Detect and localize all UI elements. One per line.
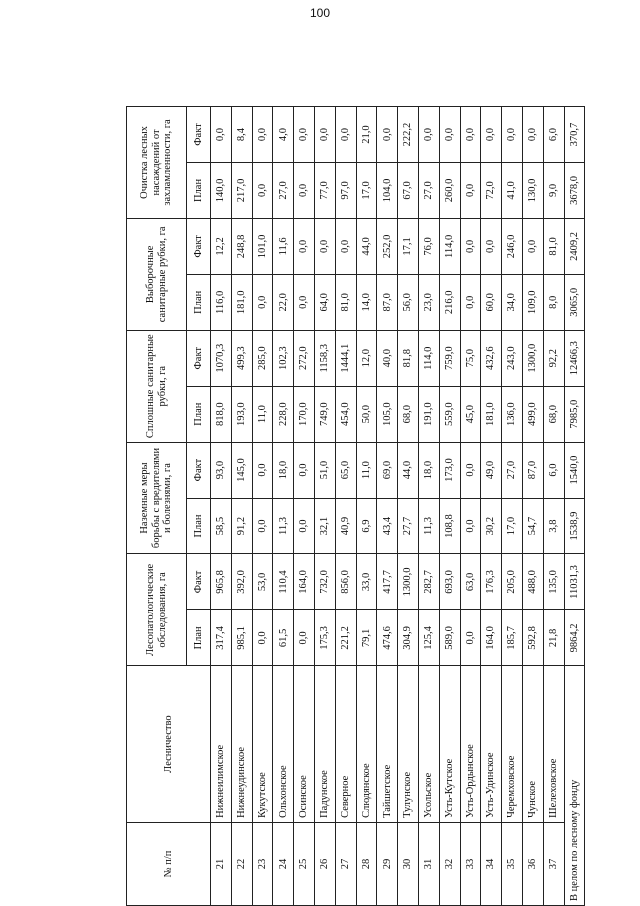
table-cell: 0,0 — [252, 442, 273, 498]
table-cell: 17,0 — [502, 498, 523, 554]
table-cell: 145,0 — [231, 442, 252, 498]
table-cell: 18,0 — [418, 442, 439, 498]
table-cell: 0,0 — [377, 107, 398, 163]
table-cell: 282,7 — [418, 554, 439, 610]
table-cell: 693,0 — [439, 554, 460, 610]
table-cell: 97,0 — [335, 163, 356, 219]
row-number: 34 — [481, 822, 502, 905]
table-cell: 1300,0 — [522, 330, 543, 386]
table-cell: 221,2 — [335, 610, 356, 666]
table-cell: 4,0 — [273, 107, 294, 163]
table-cell: 0,0 — [252, 163, 273, 219]
table-cell: 101,0 — [252, 218, 273, 274]
total-cell: 7985,0 — [564, 386, 585, 442]
table-cell: 3,8 — [543, 498, 564, 554]
table-cell: 27,0 — [502, 442, 523, 498]
table-cell: 732,0 — [314, 554, 335, 610]
table-cell: 0,0 — [460, 610, 481, 666]
table-row — [502, 107, 523, 906]
table-cell: 87,0 — [522, 442, 543, 498]
header-fact: Факт — [187, 218, 211, 274]
table-cell: 93,0 — [211, 442, 232, 498]
forestry-name: Усть-Кутское — [439, 666, 460, 823]
table-cell: 44,0 — [356, 218, 377, 274]
forestry-table — [126, 106, 585, 906]
table-cell: 114,0 — [439, 218, 460, 274]
header-fact: Факт — [187, 330, 211, 386]
forestry-name: Кукутское — [252, 666, 273, 823]
header-plan: План — [187, 163, 211, 219]
table-cell: 136,0 — [502, 386, 523, 442]
table-cell: 11,0 — [252, 386, 273, 442]
table-cell: 304,9 — [398, 610, 419, 666]
total-cell: 3678,0 — [564, 163, 585, 219]
row-number: 21 — [211, 822, 232, 905]
forestry-name: Черемховское — [502, 666, 523, 823]
table-cell: 0,0 — [335, 218, 356, 274]
table-cell: 248,8 — [231, 218, 252, 274]
header-fact: Факт — [187, 554, 211, 610]
table-row — [522, 107, 543, 906]
table-cell: 44,0 — [398, 442, 419, 498]
table-cell: 246,0 — [502, 218, 523, 274]
table-cell: 33,0 — [356, 554, 377, 610]
table-cell: 285,0 — [252, 330, 273, 386]
forestry-name: Усольское — [418, 666, 439, 823]
table-cell: 51,0 — [314, 442, 335, 498]
table-cell: 6,9 — [356, 498, 377, 554]
header-group: Сплошные санитарные рубки, га — [127, 330, 187, 442]
table-cell: 125,4 — [418, 610, 439, 666]
table-cell: 116,0 — [211, 274, 232, 330]
table-cell: 0,0 — [460, 218, 481, 274]
table-cell: 41,0 — [502, 163, 523, 219]
table-cell: 0,0 — [335, 107, 356, 163]
table-cell: 317,4 — [211, 610, 232, 666]
table-cell: 65,0 — [335, 442, 356, 498]
table-cell: 1158,3 — [314, 330, 335, 386]
header-plan: План — [187, 498, 211, 554]
row-number: 30 — [398, 822, 419, 905]
table-cell: 27,0 — [273, 163, 294, 219]
table-cell: 105,0 — [377, 386, 398, 442]
table-cell: 0,0 — [460, 442, 481, 498]
table-cell: 0,0 — [522, 218, 543, 274]
table-cell: 170,0 — [294, 386, 315, 442]
table-cell: 12,2 — [211, 218, 232, 274]
total-cell: 2409,2 — [564, 218, 585, 274]
table-row — [481, 107, 502, 906]
table-cell: 0,0 — [314, 218, 335, 274]
table-cell: 0,0 — [294, 274, 315, 330]
table-cell: 11,3 — [418, 498, 439, 554]
total-cell: 370,7 — [564, 107, 585, 163]
total-cell: 9864,2 — [564, 610, 585, 666]
header-num: № п/п — [127, 822, 211, 905]
table-cell: 114,0 — [418, 330, 439, 386]
table-cell: 260,0 — [439, 163, 460, 219]
table-cell: 63,0 — [460, 554, 481, 610]
table-cell: 72,0 — [481, 163, 502, 219]
row-number: 23 — [252, 822, 273, 905]
table-row — [418, 107, 439, 906]
table-cell: 49,0 — [481, 442, 502, 498]
forestry-name: Тулунское — [398, 666, 419, 823]
table-cell: 417,7 — [377, 554, 398, 610]
table-cell: 81,8 — [398, 330, 419, 386]
table-cell: 205,0 — [502, 554, 523, 610]
table-cell: 6,0 — [543, 107, 564, 163]
table-cell: 79,1 — [356, 610, 377, 666]
row-number: 31 — [418, 822, 439, 905]
table-row — [294, 107, 315, 906]
table-cell: 21,8 — [543, 610, 564, 666]
table-cell: 9,0 — [543, 163, 564, 219]
row-number: 24 — [273, 822, 294, 905]
table-cell: 181,0 — [231, 274, 252, 330]
table-cell: 0,0 — [502, 107, 523, 163]
table-cell: 0,0 — [460, 498, 481, 554]
table-cell: 21,0 — [356, 107, 377, 163]
header-group: Очистка лесных насаждений от захламленности, га — [127, 107, 187, 219]
table-container — [126, 94, 638, 906]
header-fact: Факт — [187, 442, 211, 498]
table-cell: 1070,3 — [211, 330, 232, 386]
table-cell: 0,0 — [252, 498, 273, 554]
forestry-name: Северное — [335, 666, 356, 823]
table-cell: 11,3 — [273, 498, 294, 554]
table-cell: 488,0 — [522, 554, 543, 610]
table-cell: 0,0 — [439, 107, 460, 163]
table-cell: 0,0 — [460, 107, 481, 163]
table-cell: 40,9 — [335, 498, 356, 554]
table-cell: 856,0 — [335, 554, 356, 610]
table-cell: 454,0 — [335, 386, 356, 442]
table-cell: 17,1 — [398, 218, 419, 274]
table-cell: 68,0 — [398, 386, 419, 442]
total-cell: 1540,0 — [564, 442, 585, 498]
table-cell: 76,0 — [418, 218, 439, 274]
table-cell: 559,0 — [439, 386, 460, 442]
table-cell: 140,0 — [211, 163, 232, 219]
table-row — [211, 107, 232, 906]
row-number: 33 — [460, 822, 481, 905]
table-cell: 34,0 — [502, 274, 523, 330]
table-cell: 0,0 — [481, 107, 502, 163]
table-row — [460, 107, 481, 906]
row-number: 27 — [335, 822, 356, 905]
table-cell: 81,0 — [335, 274, 356, 330]
table-cell: 0,0 — [418, 107, 439, 163]
page-number: 100 — [309, 6, 331, 20]
table-cell: 0,0 — [294, 107, 315, 163]
total-label: В целом по лесному фонду — [564, 666, 585, 906]
table-cell: 135,0 — [543, 554, 564, 610]
table-cell: 173,0 — [439, 442, 460, 498]
table-cell: 499,3 — [231, 330, 252, 386]
table-cell: 175,3 — [314, 610, 335, 666]
row-number: 32 — [439, 822, 460, 905]
table-cell: 87,0 — [377, 274, 398, 330]
total-cell: 3065,0 — [564, 274, 585, 330]
table-cell: 77,0 — [314, 163, 335, 219]
table-cell: 92,2 — [543, 330, 564, 386]
row-number: 36 — [522, 822, 543, 905]
table-cell: 0,0 — [460, 163, 481, 219]
row-number: 28 — [356, 822, 377, 905]
table-row — [439, 107, 460, 906]
table-cell: 217,0 — [231, 163, 252, 219]
table-cell: 185,7 — [502, 610, 523, 666]
table-cell: 759,0 — [439, 330, 460, 386]
table-cell: 749,0 — [314, 386, 335, 442]
forestry-name: Нижнеудинское — [231, 666, 252, 823]
table-cell: 32,1 — [314, 498, 335, 554]
table-cell: 56,0 — [398, 274, 419, 330]
table-cell: 243,0 — [502, 330, 523, 386]
table-cell: 45,0 — [460, 386, 481, 442]
table-row — [377, 107, 398, 906]
table-row — [231, 107, 252, 906]
table-cell: 252,0 — [377, 218, 398, 274]
table-cell: 109,0 — [522, 274, 543, 330]
table-cell: 589,0 — [439, 610, 460, 666]
table-cell: 392,0 — [231, 554, 252, 610]
table-cell: 58,5 — [211, 498, 232, 554]
table-cell: 0,0 — [252, 274, 273, 330]
table-cell: 0,0 — [314, 107, 335, 163]
table-cell: 191,0 — [418, 386, 439, 442]
table-cell: 1300,0 — [398, 554, 419, 610]
table-cell: 11,0 — [356, 442, 377, 498]
table-cell: 8,0 — [543, 274, 564, 330]
header-fact: Факт — [187, 107, 211, 163]
header-plan: План — [187, 274, 211, 330]
header-plan: План — [187, 610, 211, 666]
table-row — [314, 107, 335, 906]
table-row — [356, 107, 377, 906]
row-number: 25 — [294, 822, 315, 905]
table-row — [398, 107, 419, 906]
table-cell: 216,0 — [439, 274, 460, 330]
table-cell: 110,4 — [273, 554, 294, 610]
table-cell: 965,8 — [211, 554, 232, 610]
table-cell: 18,0 — [273, 442, 294, 498]
row-number: 29 — [377, 822, 398, 905]
row-number: 35 — [502, 822, 523, 905]
table-cell: 40,0 — [377, 330, 398, 386]
table-cell: 0,0 — [481, 218, 502, 274]
forestry-name: Нижнеилимское — [211, 666, 232, 823]
table-cell: 228,0 — [273, 386, 294, 442]
total-cell: 11031,3 — [564, 554, 585, 610]
table-cell: 53,0 — [252, 554, 273, 610]
table-cell: 193,0 — [231, 386, 252, 442]
forestry-name: Усть-Удинское — [481, 666, 502, 823]
table-cell: 60,0 — [481, 274, 502, 330]
forestry-name: Шелеховское — [543, 666, 564, 823]
row-number: 26 — [314, 822, 335, 905]
table-cell: 176,3 — [481, 554, 502, 610]
table-cell: 22,0 — [273, 274, 294, 330]
table-cell: 0,0 — [294, 498, 315, 554]
table-cell: 0,0 — [252, 610, 273, 666]
table-cell: 17,0 — [356, 163, 377, 219]
total-cell: 1538,9 — [564, 498, 585, 554]
total-cell: 12466,3 — [564, 330, 585, 386]
table-cell: 130,0 — [522, 163, 543, 219]
rotated-table — [126, 106, 638, 906]
table-cell: 0,0 — [294, 442, 315, 498]
table-cell: 43,4 — [377, 498, 398, 554]
table-cell: 0,0 — [252, 107, 273, 163]
forestry-name: Слюдянское — [356, 666, 377, 823]
table-row — [252, 107, 273, 906]
table-cell: 432,6 — [481, 330, 502, 386]
table-row — [335, 107, 356, 906]
table-cell: 91,2 — [231, 498, 252, 554]
table-cell: 81,0 — [543, 218, 564, 274]
table-cell: 0,0 — [294, 218, 315, 274]
table-cell: 75,0 — [460, 330, 481, 386]
forestry-name: Ольхонское — [273, 666, 294, 823]
forestry-name: Чунское — [522, 666, 543, 823]
forestry-name: Падунское — [314, 666, 335, 823]
table-cell: 50,0 — [356, 386, 377, 442]
header-plan: План — [187, 386, 211, 442]
table-cell: 67,0 — [398, 163, 419, 219]
table-cell: 23,0 — [418, 274, 439, 330]
table-cell: 499,0 — [522, 386, 543, 442]
table-cell: 0,0 — [294, 610, 315, 666]
table-cell: 474,6 — [377, 610, 398, 666]
table-cell: 27,0 — [418, 163, 439, 219]
table-body — [211, 107, 585, 906]
table-cell: 181,0 — [481, 386, 502, 442]
forestry-name: Осинское — [294, 666, 315, 823]
table-cell: 164,0 — [294, 554, 315, 610]
table-cell: 985,1 — [231, 610, 252, 666]
table-cell: 104,0 — [377, 163, 398, 219]
table-cell: 0,0 — [294, 163, 315, 219]
table-cell: 12,0 — [356, 330, 377, 386]
header-group: Лесопатологические обследования, га — [127, 554, 187, 666]
table-cell: 27,7 — [398, 498, 419, 554]
table-cell: 164,0 — [481, 610, 502, 666]
table-cell: 8,4 — [231, 107, 252, 163]
total-row — [564, 107, 585, 906]
table-cell: 592,8 — [522, 610, 543, 666]
table-cell: 0,0 — [460, 274, 481, 330]
row-number: 22 — [231, 822, 252, 905]
header-group: Выборочные санитарные рубки, га — [127, 218, 187, 330]
forestry-name: Усть-Ордынское — [460, 666, 481, 823]
table-cell: 272,0 — [294, 330, 315, 386]
table-cell: 30,2 — [481, 498, 502, 554]
header-group: Наземные меры борьбы с вредителями и болезнями, га — [127, 442, 187, 554]
table-cell: 54,7 — [522, 498, 543, 554]
table-cell: 69,0 — [377, 442, 398, 498]
table-cell: 1444,1 — [335, 330, 356, 386]
table-cell: 108,8 — [439, 498, 460, 554]
table-cell: 818,0 — [211, 386, 232, 442]
forestry-name: Тайшетское — [377, 666, 398, 823]
table-cell: 6,0 — [543, 442, 564, 498]
table-cell: 14,0 — [356, 274, 377, 330]
row-number: 37 — [543, 822, 564, 905]
table-cell: 222,2 — [398, 107, 419, 163]
table-cell: 61,5 — [273, 610, 294, 666]
table-cell: 0,0 — [211, 107, 232, 163]
table-cell: 11,6 — [273, 218, 294, 274]
table-cell: 68,0 — [543, 386, 564, 442]
table-cell: 64,0 — [314, 274, 335, 330]
header-name: Лесничество — [127, 666, 211, 823]
table-row — [543, 107, 564, 906]
table-cell: 102,3 — [273, 330, 294, 386]
table-row — [273, 107, 294, 906]
table-cell: 0,0 — [522, 107, 543, 163]
